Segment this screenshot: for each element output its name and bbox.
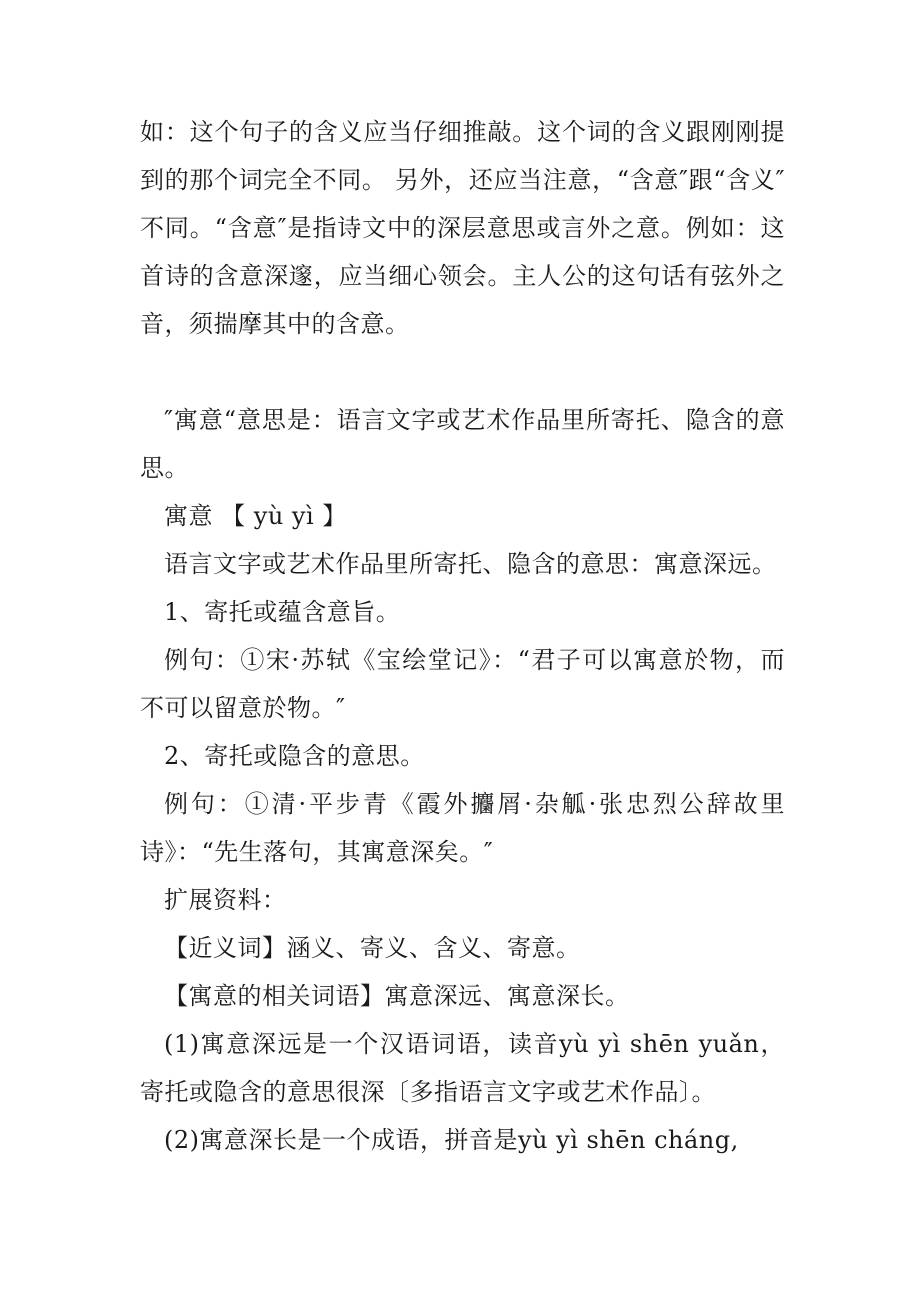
paragraph-sense-1: 1、寄托或蕴含意旨。 bbox=[164, 598, 401, 626]
paragraph-example-2: 例句：①清·平步青《霞外攟屑·杂觚·张忠烈公辞故里诗》：“先生落句，其寓意深矣。″ bbox=[140, 790, 785, 866]
document-body bbox=[140, 108, 785, 1164]
paragraph-gap bbox=[140, 348, 785, 396]
paragraph-hanyi-vs-hanyi: 如：这个句子的含义应当仔细推敲。这个词的含义跟刚刚提到的那个词完全不同。 另外，还应当注意，“含意″跟“含义″不同。“含意″是指诗文中的深层意思或言外之意。例如：这首诗的含意深邃，应当细心领会。主人公的这句话有弦外之音，须揣摩其中的含意。 bbox=[140, 118, 785, 338]
paragraph-yuyi-definition: ″寓意“意思是：语言文字或艺术作品里所寄托、隐含的意思。 bbox=[140, 406, 785, 482]
paragraph-yuyi-meaning: 语言文字或艺术作品里所寄托、隐含的意思：寓意深远。 bbox=[164, 550, 777, 578]
paragraph-synonyms: 【近义词】涵义、寄义、含义、寄意。 bbox=[164, 934, 581, 962]
paragraph-extended-info-heading: 扩展资料： bbox=[164, 886, 287, 914]
paragraph-related-terms: 【寓意的相关词语】寓意深远、寓意深长。 bbox=[164, 982, 630, 1010]
paragraph-example-1: 例句：①宋·苏轼《宝绘堂记》：“君子可以寓意於物，而不可以留意於物。″ bbox=[140, 646, 785, 722]
paragraph-related-term-1: (1)寓意深远是一个汉语词语，读音yù yì shēn yuǎn，寄托或隐含的意思很深〔多指语言文字或艺术作品〕。 bbox=[140, 1030, 785, 1106]
paragraph-sense-2: 2、寄托或隐含的意思。 bbox=[164, 742, 425, 770]
paragraph-yuyi-pinyin: 寓意 【 yù yì 】 bbox=[164, 502, 347, 530]
paragraph-related-term-2: (2)寓意深长是一个成语，拼音是yù yì shēn cháng, bbox=[164, 1126, 739, 1154]
